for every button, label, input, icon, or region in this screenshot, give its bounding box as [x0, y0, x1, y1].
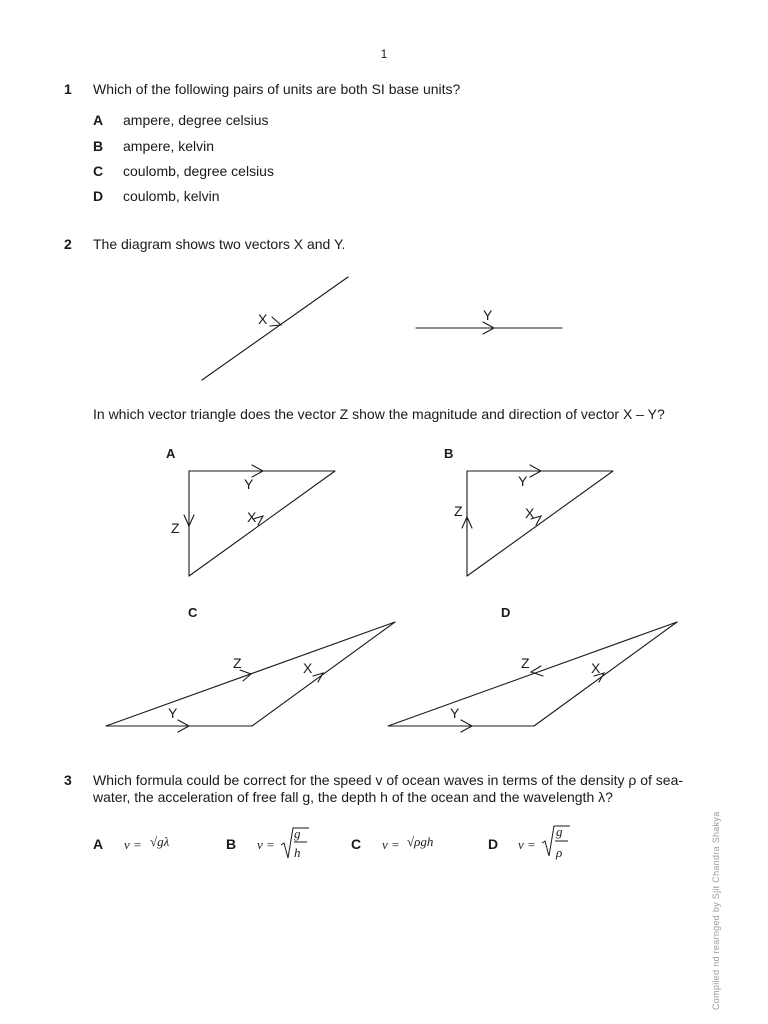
triangle-a-label-z: Z — [171, 520, 180, 536]
triangle-a-label-x: X — [247, 509, 257, 525]
question-3-number: 3 — [64, 772, 72, 788]
q3-option-b-letter: B — [226, 836, 237, 852]
triangle-b-label-x: X — [525, 505, 535, 521]
q1-option-d-text: coulomb, kelvin — [123, 188, 220, 204]
triangle-b-letter: B — [444, 446, 454, 461]
q3-option-a-letter: A — [93, 836, 104, 852]
q1-option-a-letter: A — [93, 112, 104, 128]
side-credit: Compiled nd rearnged by Sjit Chandra Shakya — [711, 811, 721, 1010]
triangle-c-label-x: X — [303, 660, 313, 676]
q3-option-d-prefix: v = — [518, 837, 536, 852]
vector-y-label: Y — [483, 307, 493, 323]
triangle-a-lines — [184, 465, 335, 576]
vector-y-diagram — [416, 322, 562, 334]
question-2-prompt: In which vector triangle does the vector Z show the magnitude and direction of vector X – Y? — [93, 406, 665, 422]
triangle-d-label-x: X — [591, 660, 601, 676]
question-1-text: Which of the following pairs of units are both SI base units? — [93, 81, 461, 97]
q3-option-a-prefix: v = — [124, 837, 142, 852]
q3-option-b-prefix: v = — [257, 837, 275, 852]
triangle-a-label-y: Y — [244, 476, 254, 492]
q3-option-b-denominator: h — [294, 845, 301, 860]
page-number: 1 — [380, 47, 388, 61]
q3-option-d-numerator: g — [556, 824, 563, 839]
vector-x-diagram — [202, 277, 348, 380]
q3-option-c-letter: C — [351, 836, 362, 852]
question-1-number: 1 — [64, 81, 72, 97]
q3-option-d-denominator: ρ — [556, 845, 563, 860]
triangle-d-label-y: Y — [450, 705, 460, 721]
triangle-b-lines — [462, 465, 613, 576]
triangle-a-letter: A — [166, 446, 176, 461]
triangle-d-label-z: Z — [521, 655, 530, 671]
triangle-b-label-y: Y — [518, 473, 528, 489]
vector-x-label: X — [258, 311, 268, 327]
q3-option-a-formula: √gλ — [150, 834, 170, 849]
question-2-number: 2 — [64, 236, 72, 252]
question-2-text: The diagram shows two vectors X and Y. — [93, 236, 346, 252]
triangle-c-label-y: Y — [168, 705, 178, 721]
triangle-c-label-z: Z — [233, 655, 242, 671]
triangle-b-label-z: Z — [454, 503, 463, 519]
q3-option-b-numerator: g — [294, 826, 301, 841]
triangle-d-lines — [388, 622, 677, 732]
q3-option-c-formula: √ρgh — [407, 834, 434, 849]
triangle-c-lines — [106, 622, 395, 732]
question-3-line-1: Which formula could be correct for the speed v of ocean waves in terms of the density ρ of sea- — [93, 772, 684, 788]
question-3-line-2: water, the acceleration of free fall g, the depth h of the ocean and the wavelength λ? — [93, 789, 613, 805]
q1-option-a-text: ampere, degree celsius — [123, 112, 269, 128]
q1-option-c-text: coulomb, degree celsius — [123, 163, 274, 179]
triangle-c-letter: C — [188, 605, 198, 620]
q3-option-c-prefix: v = — [382, 837, 400, 852]
q1-option-b-text: ampere, kelvin — [123, 138, 215, 154]
q1-option-c-letter: C — [93, 163, 104, 179]
q1-option-b-letter: B — [93, 138, 104, 154]
q1-option-d-letter: D — [93, 188, 104, 204]
q3-option-d-letter: D — [488, 836, 499, 852]
triangle-d-letter: D — [501, 605, 511, 620]
